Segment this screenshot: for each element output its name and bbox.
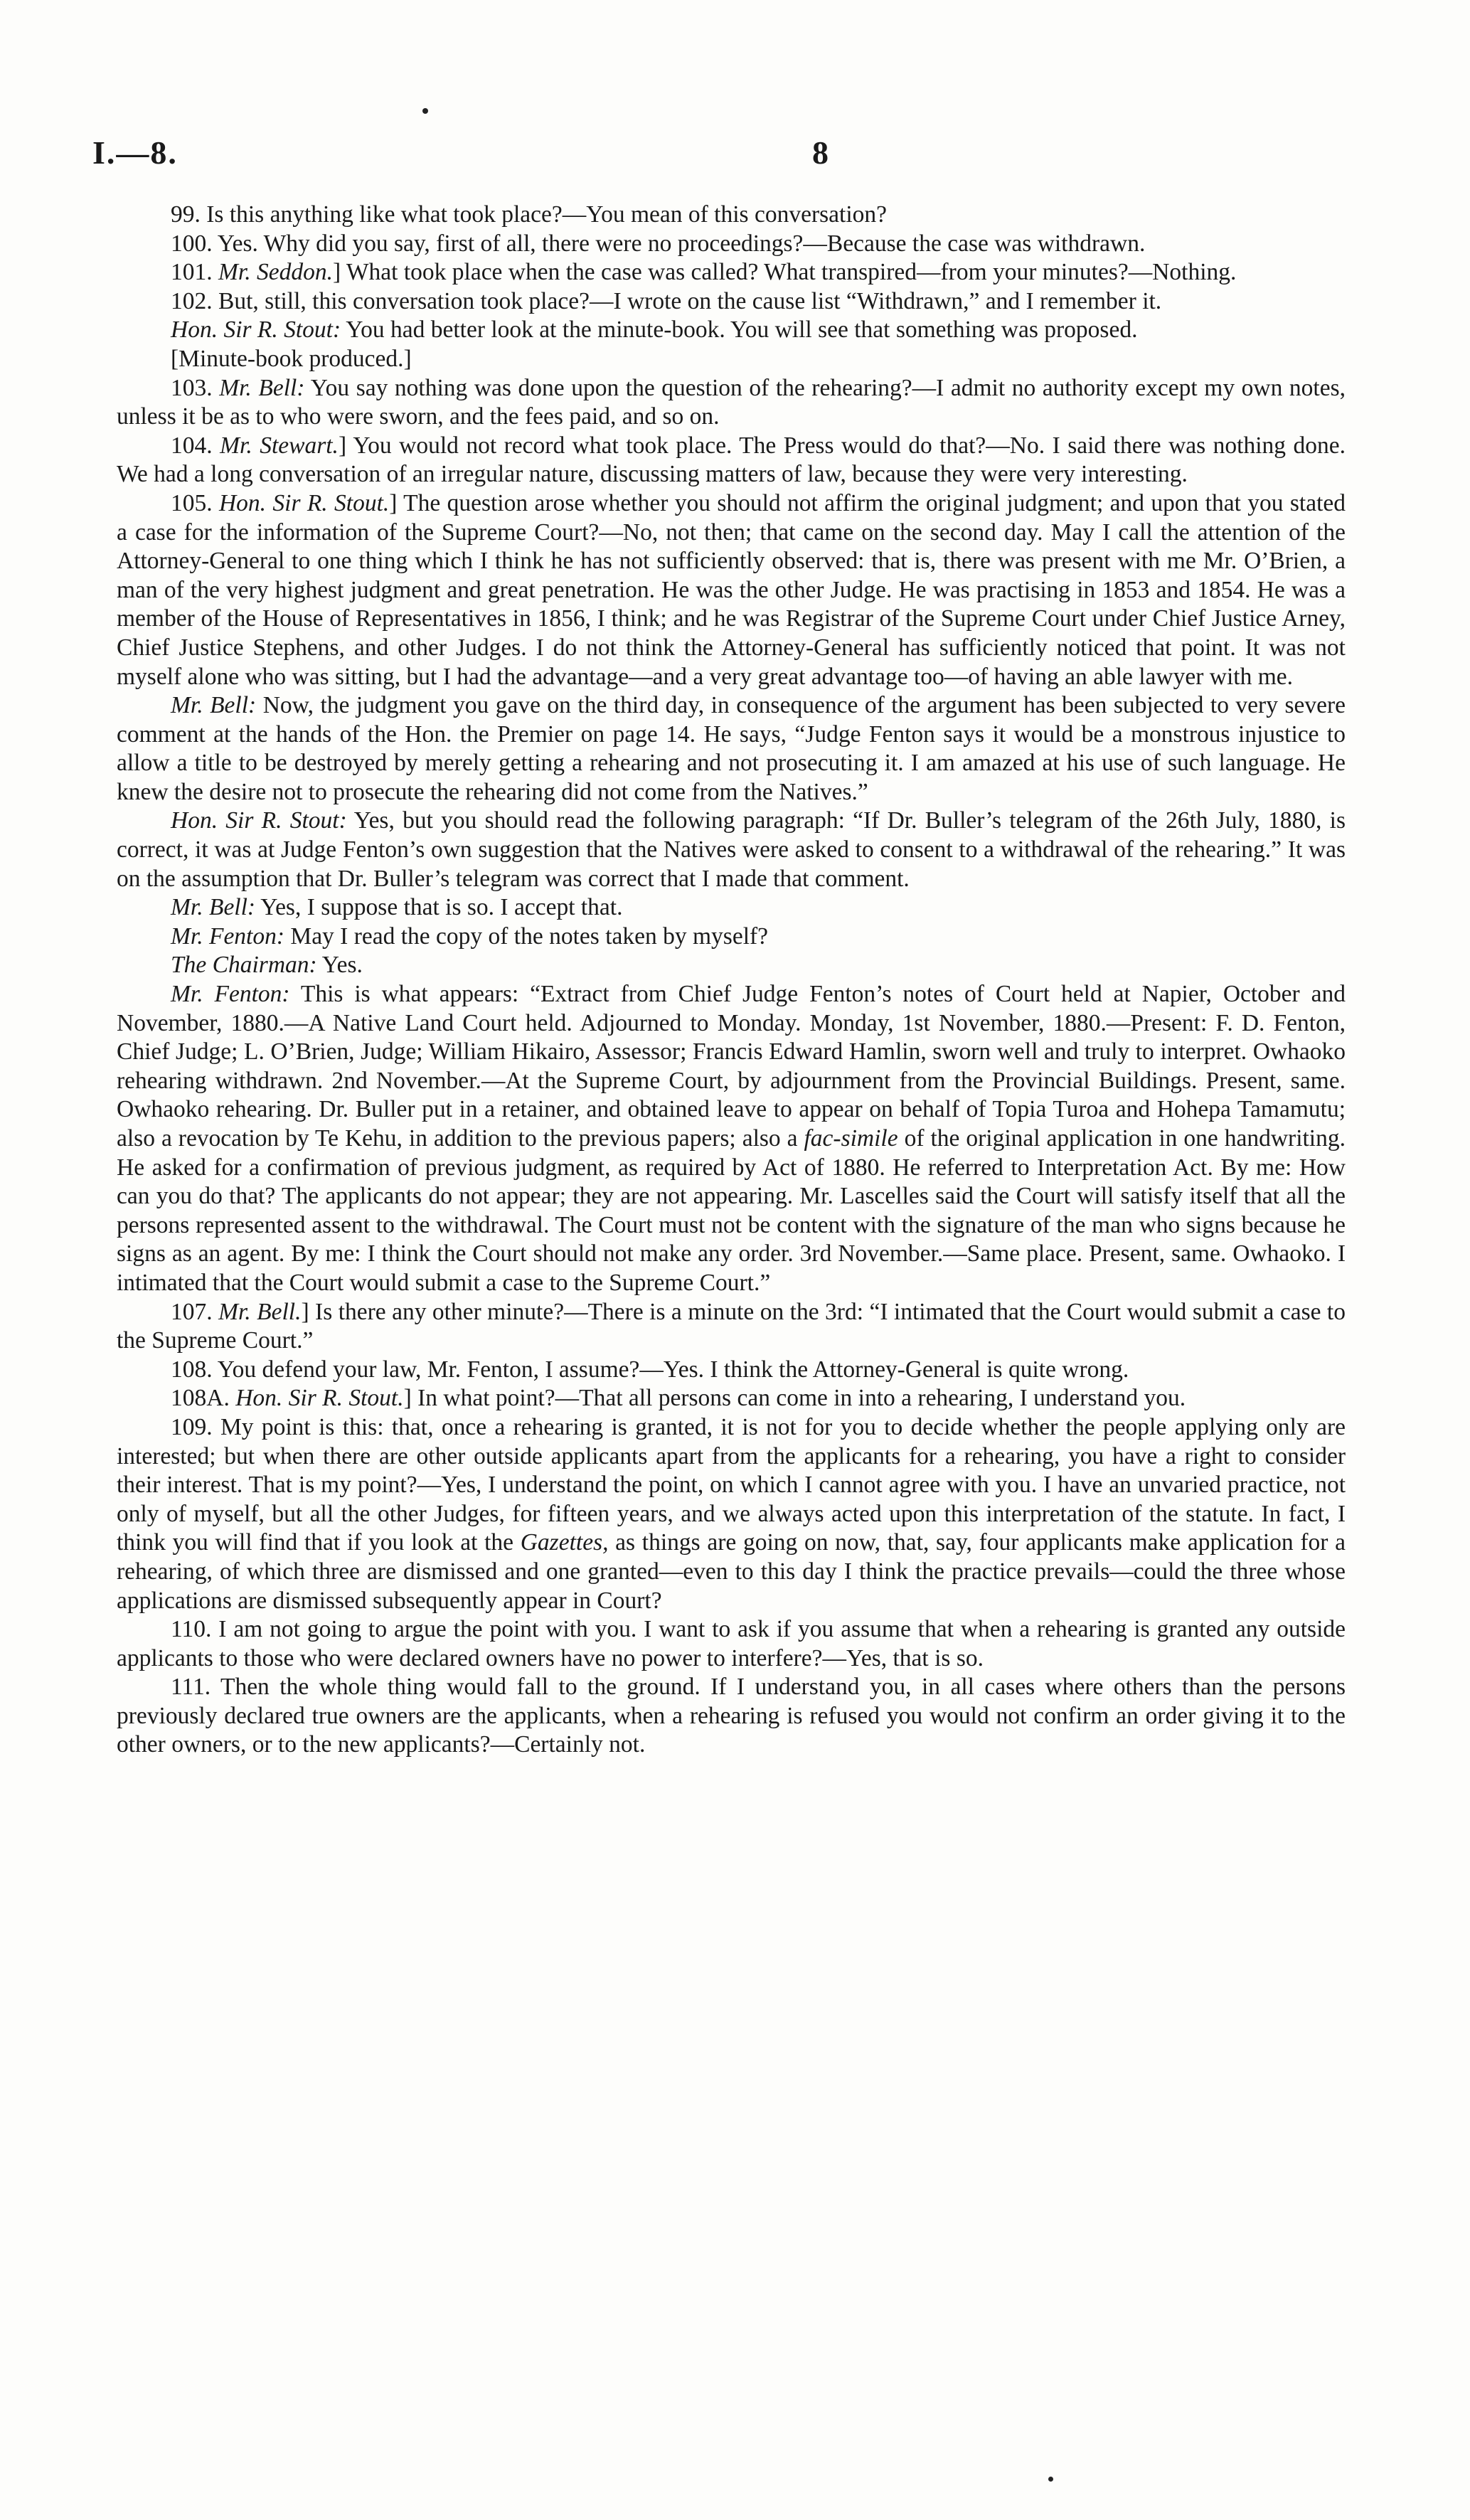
ink-speck — [1048, 2477, 1053, 2482]
paragraph-110: 110. I am not going to argue the point with you. I want to ask if you assume that when a rehearing is granted any outside applicants to those who were declared owners have no power to interfere?—Yes, that is so. — [117, 1616, 1346, 1671]
speaker: Mr. Bell: — [219, 374, 305, 401]
document-body — [117, 201, 1346, 1760]
paragraph-108: 108. You defend your law, Mr. Fenton, I assume?—Yes. I think the Attorney-General is quite wrong. — [171, 1356, 1129, 1383]
speaker: Mr. Bell. — [218, 1298, 302, 1325]
page-reference: I.—8. — [92, 134, 178, 171]
paragraph-104: 104. Mr. Stewart.] You would not record what took place. The Press would do that?—No. I said there was nothing done. We had a long conversation of an irregular nature, discussing matters of law, because they were very interesting. — [117, 432, 1346, 488]
paragraph-bell-judgment: Mr. Bell: Now, the judgment you gave on the third day, in consequence of the argument has been subjected to very severe comment at the hands of the Hon. the Premier on page 14. He says, “Judge Fenton says it would be a monstrous injustice to allow a title to be destroyed by merely getting a rehearing and not prosecuting it. I am amazed at his use of such language. He knew the desire not to prosecute the rehearing did not come from the Natives.” — [117, 692, 1346, 805]
paragraph-103: 103. Mr. Bell: You say nothing was done upon the question of the rehearing?—I admit no authority except my own notes, unless it be as to who were sworn, and the fees paid, and so on. — [117, 374, 1346, 430]
speaker: Mr. Stewart. — [220, 432, 339, 459]
speaker: Mr. Bell: — [171, 894, 256, 921]
paragraph-102: 102. But, still, this conversation took place?—I wrote on the cause list “Withdrawn,” and I remember it. — [171, 287, 1162, 314]
paragraph-101: 101. Mr. Seddon.] What took place when the case was called? What transpired—from your minutes?—Nothing. — [171, 259, 1237, 286]
paragraph-108a: 108A. Hon. Sir R. Stout.] In what point?—That all persons can come in into a rehearing, I understand you. — [171, 1385, 1186, 1412]
speaker: The Chairman: — [171, 952, 317, 979]
paragraph-stout-telegram: Hon. Sir R. Stout: Yes, but you should read the following paragraph: “If Dr. Buller’s telegram of the 26th July, 1880, is correct, it was at Judge Fenton’s own suggestion that the Natives were asked to consent to a withdrawal of the rehearing.” It was on the assumption that Dr. Buller’s telegram was correct that I made that comment. — [117, 807, 1346, 892]
paragraph-fenton-request: Mr. Fenton: May I read the copy of the notes taken by myself? — [171, 923, 769, 950]
ink-speck — [422, 108, 428, 114]
paragraph-111: 111. Then the whole thing would fall to the ground. If I understand you, in all cases where others than the persons previously declared true owners are the applicants, when a rehearing is refused you would not confirm an order giving it to the other owners, or to the new applicants?—Certainly not. — [117, 1674, 1346, 1758]
speaker: Mr. Fenton: — [171, 981, 290, 1008]
paragraph-chairman: The Chairman: Yes. — [171, 952, 363, 979]
paragraph-minute-book: [Minute-book produced.] — [171, 345, 412, 372]
page-number: 8 — [812, 134, 829, 171]
paragraph-107: 107. Mr. Bell.] Is there any other minute?—There is a minute on the 3rd: “I intimated that the Court would submit a case to the Supreme Court.” — [117, 1298, 1346, 1354]
speaker: Mr. Fenton: — [171, 923, 285, 950]
speaker: Hon. Sir R. Stout. — [235, 1385, 404, 1412]
speaker: Mr. Seddon. — [218, 259, 333, 286]
page-header — [92, 134, 1344, 176]
speaker: Mr. Bell: — [171, 692, 257, 719]
paragraph-99: 99. Is this anything like what took place?—You mean of this conversation? — [171, 201, 887, 228]
paragraph-100: 100. Yes. Why did you say, first of all, there were no proceedings?—Because the case was withdrawn. — [171, 230, 1146, 257]
paragraph-stout-remark: Hon. Sir R. Stout: You had better look at the minute-book. You will see that something was proposed. — [171, 317, 1138, 344]
speaker: Hon. Sir R. Stout: — [171, 317, 341, 344]
speaker: Hon. Sir R. Stout. — [218, 489, 390, 516]
paragraph-105: 105. Hon. Sir R. Stout.] The question arose whether you should not affirm the original judgment; and upon that you stated a case for the information of the Supreme Court?—No, not then; that came on the second day. May I call the attention of the Attorney-General to one thing which I think he has not sufficiently observed: that is, there was present with me Mr. O’Brien, a man of the very highest judgment and great penetration. He was the other Judge. He was practising in 1853 and 1854. He was a member of the House of Representatives in 1856, I think; and he was Registrar of the Supreme Court under Chief Justice Arney, Chief Justice Stephens, and other Judges. I do not think the Attorney-General has sufficiently noticed that point. It was not myself alone who was sitting, but I had the advantage—and a very great advantage too—of having an able lawyer with me. — [117, 489, 1346, 690]
speaker: Hon. Sir R. Stout: — [171, 807, 347, 834]
paragraph-bell-accept: Mr. Bell: Yes, I suppose that is so. I accept that. — [171, 894, 623, 921]
paragraph-fenton-notes: Mr. Fenton: This is what appears: “Extract from Chief Judge Fenton’s notes of Court held at Napier, October and November, 1880.—A Native Land Court held. Adjourned to Monday. Monday, 1st November, 1880.—Present: F. D. Fenton, Chief Judge; L. O’Brien, Judge; William Hikairo, Assessor; Francis Edward Hamlin, sworn well and truly to interpret. Owhaoko rehearing withdrawn. 2nd November.—At the Supreme Court, by adjournment from the Provincial Buildings. Present, same. Owhaoko rehearing. Dr. Buller put in a retainer, and obtained leave to appear on behalf of Topia Turoa and Hohepa Tamamutu; also a revocation by Te Kehu, in addition to the previous papers; also a fac-simile of the original application in one handwriting. He asked for a confirmation of previous judgment, as required by Act of 1880. He referred to Interpretation Act. By me: How can you do that? The applicants do not appear; they are not appearing. Mr. Lascelles said the Court will satisfy itself that all the persons represented assent to the withdrawal. The Court must not be content with the signature of the man who signs because he signs as an agent. By me: I think the Court should not make any order. 3rd November.—Same place. Present, same. Owhaoko. I intimated that the Court would submit a case to the Supreme Court.” — [117, 981, 1346, 1296]
paragraph-109: 109. My point is this: that, once a rehearing is granted, it is not for you to decide whether the people applying only are interested; but when there are other outside applicants apart from the applicants for a rehearing, you have a right to consider their interest. That is my point?—Yes, I understand the point, on which I cannot agree with you. I have an unvaried practice, not only of myself, but all the other Judges, for fifteen years, and we always acted upon this interpretation of the statute. In fact, I think you will find that if you look at the Gazettes, as things are going on now, that, say, four applicants make application for a rehearing, of which three are dismissed and one granted—even to this day I think the practice prevails—could the three whose applications are dismissed subsequently appear in Court? — [117, 1413, 1346, 1614]
